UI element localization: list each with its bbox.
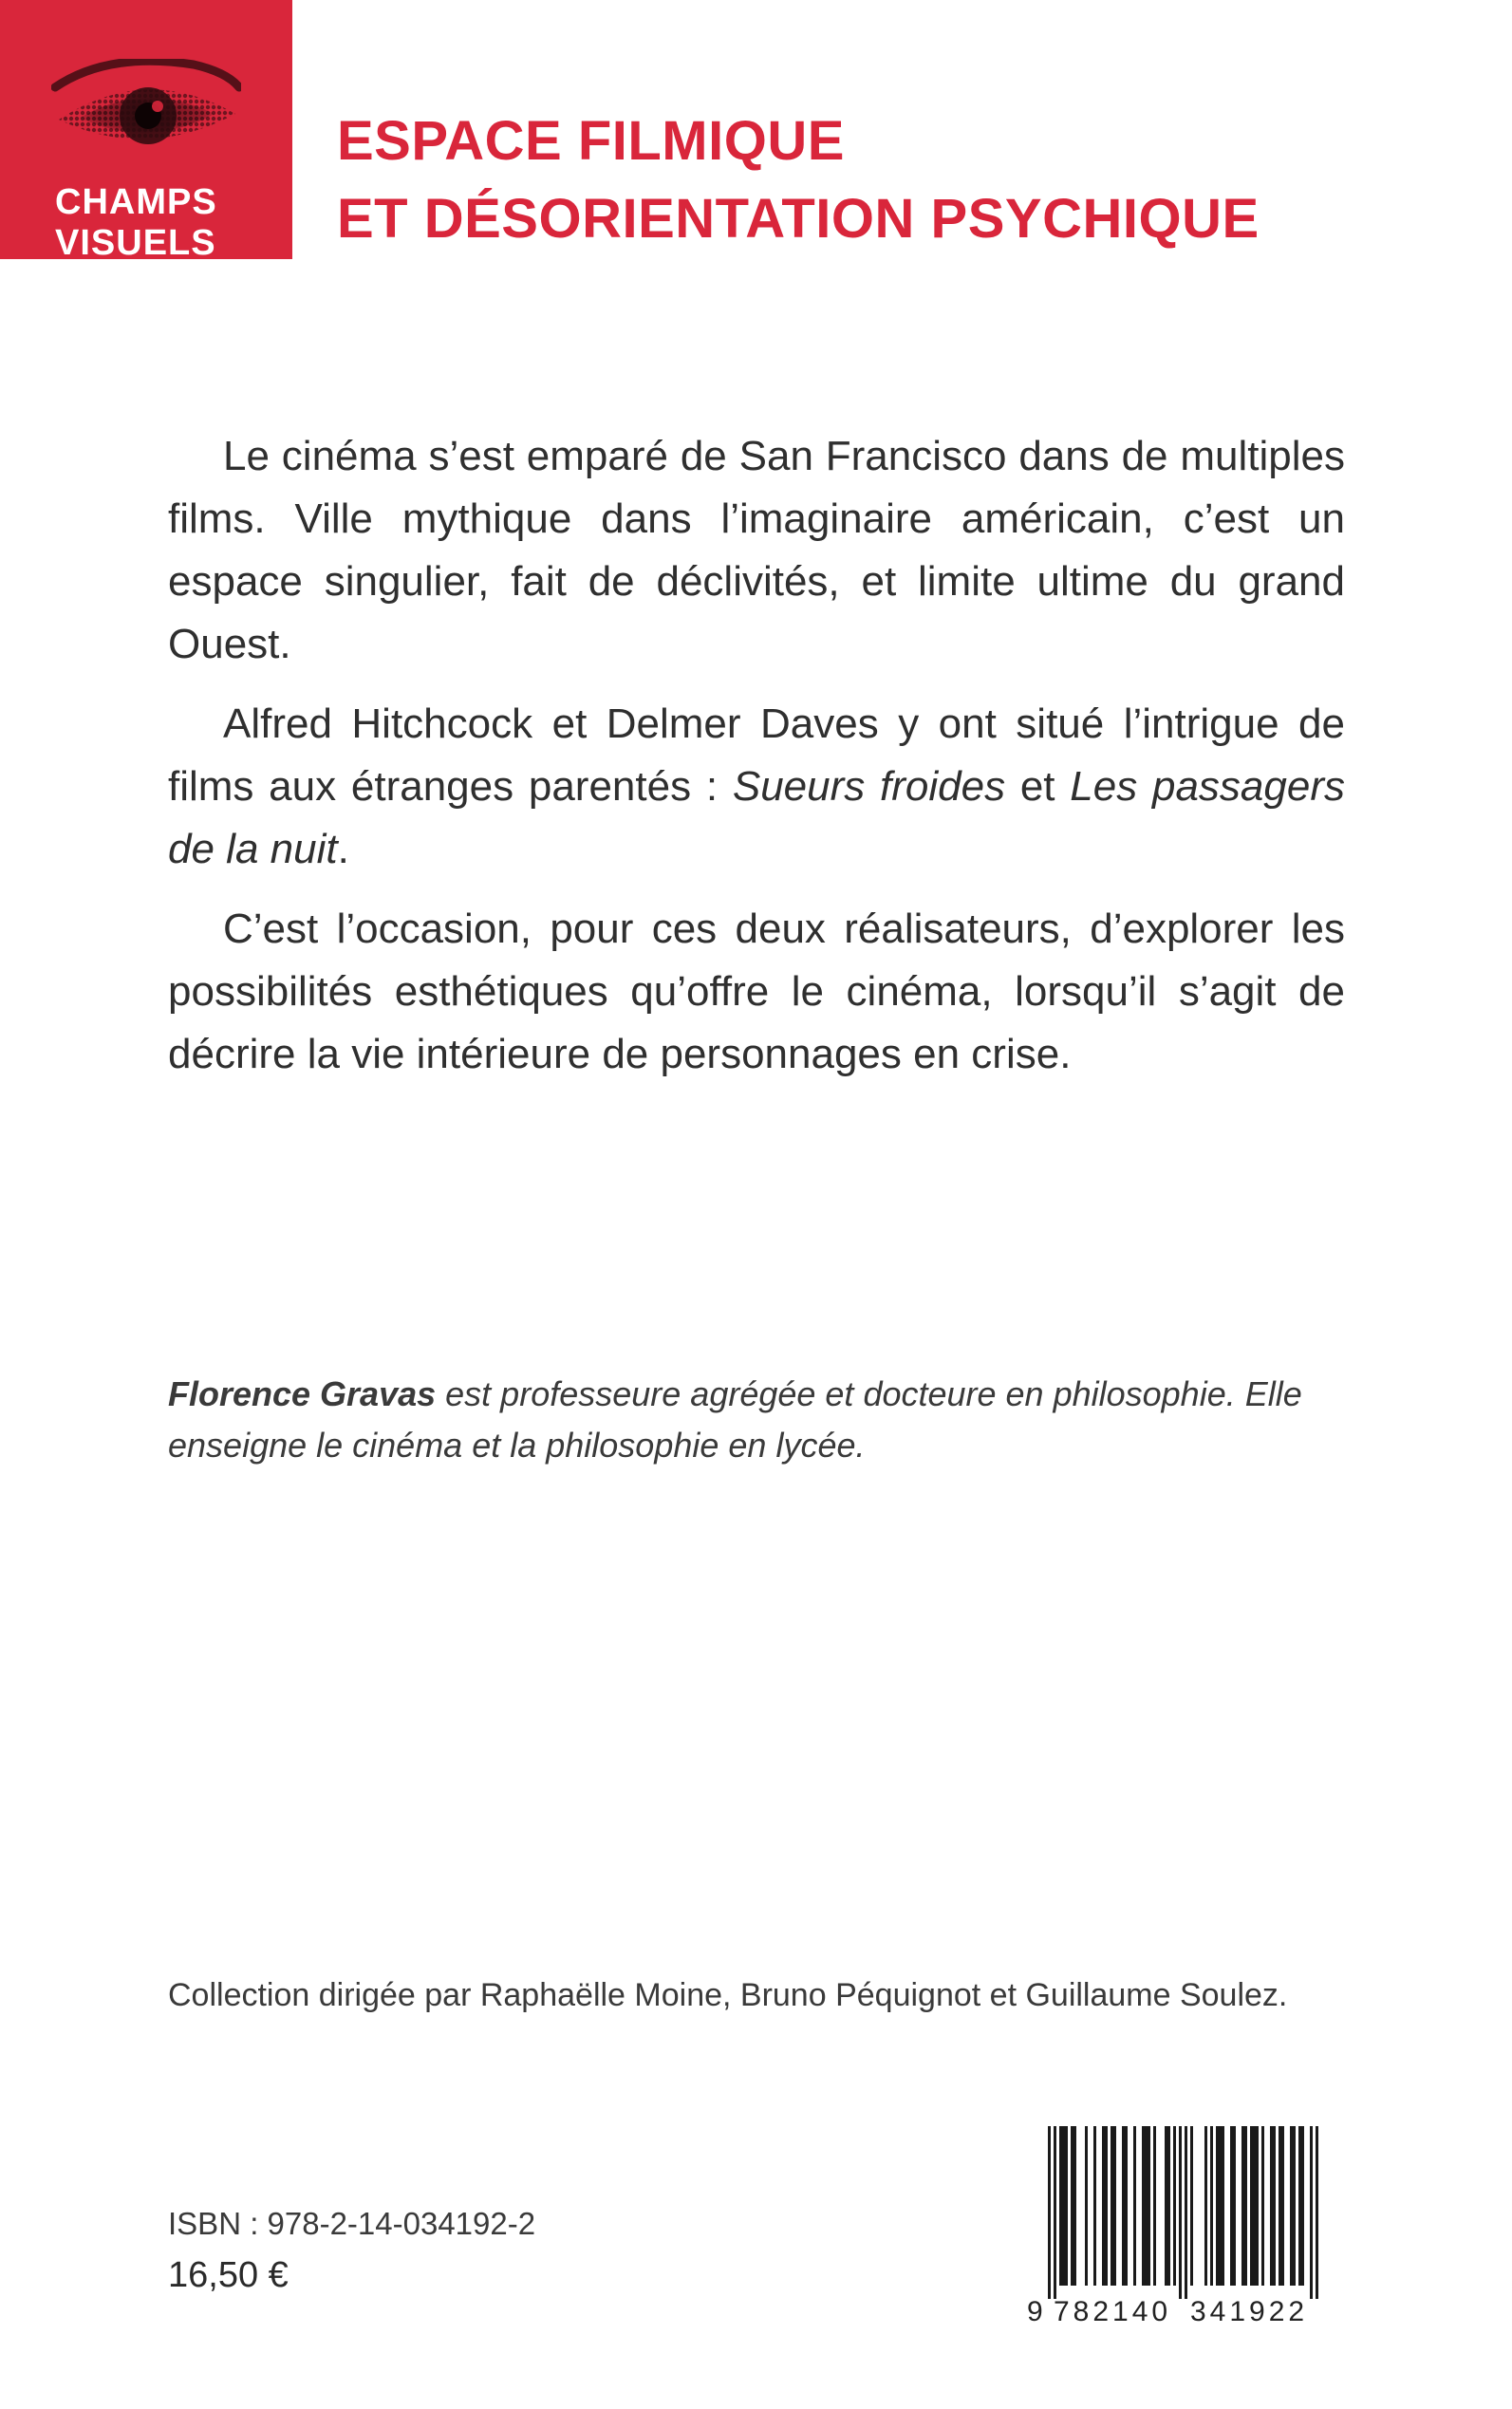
price: 16,50 € [168, 2255, 289, 2295]
blurb-paragraph-1: Le cinéma s’est emparé de San Francisco dans de multiples films. Ville mythique dans l’imaginaire américain, c’est un espace singulier, fait de déclivités, et limite ultime du grand Ouest. [168, 433, 1345, 667]
barcode-bar [1102, 2126, 1105, 2286]
barcode-digits-left: 782140 [1054, 2296, 1172, 2325]
barcode-bar [1059, 2126, 1062, 2286]
barcode-bar [1185, 2126, 1187, 2299]
barcode-bar [1250, 2126, 1253, 2286]
barcode-bar [1241, 2126, 1244, 2286]
logo-text-champs: CHAMPS [55, 182, 217, 222]
author-bio-text: est professeure agrégée et docteure en philosophie. Elle enseigne le cinéma et la philosophie en lycée. [168, 1374, 1302, 1465]
film-title-les-passagers-de-la-nuit: Les passagers de la nuit [168, 763, 1345, 872]
barcode-bar [1142, 2126, 1145, 2286]
barcode-bar [1222, 2126, 1224, 2286]
barcode-bar [1230, 2126, 1233, 2286]
barcode-digits-right: 341922 [1190, 2296, 1309, 2325]
barcode-bar [1105, 2126, 1108, 2286]
blurb-conjunction: et [1005, 763, 1071, 810]
barcode-digit-first: 9 [1027, 2296, 1043, 2325]
barcode-bar [1073, 2126, 1076, 2286]
blurb-period: . [337, 826, 349, 872]
barcode-bar [1085, 2126, 1088, 2286]
barcode-bar [1210, 2126, 1213, 2286]
barcode-bar [1093, 2126, 1096, 2286]
book-title [337, 103, 1260, 258]
author-bio [168, 1369, 1345, 1471]
collection-credit: Collection dirigée par Raphaëlle Moine, Bruno Péquignot et Guillaume Soulez. [168, 1977, 1288, 2013]
barcode-bar [1310, 2126, 1313, 2299]
barcode-bar [1281, 2126, 1284, 2286]
barcode-bar [1253, 2126, 1256, 2286]
barcode-bar [1293, 2126, 1296, 2286]
barcode-bar [1125, 2126, 1128, 2286]
barcode-bar [1261, 2126, 1264, 2286]
barcode-bar [1204, 2126, 1207, 2286]
blurb-paragraph-3: C’est l’occasion, pour ces deux réalisateurs, d’explorer les possibilités esthétiques qu’offre le cinéma, lorsqu’il s’agit de décrire la vie intérieure de personnages en crise. [168, 906, 1345, 1077]
barcode-bar [1122, 2126, 1125, 2286]
barcode-bar [1071, 2126, 1073, 2286]
barcode-bar [1165, 2126, 1167, 2286]
barcode-bar [1233, 2126, 1236, 2286]
barcode-bar [1179, 2126, 1182, 2299]
barcode-bar [1298, 2126, 1301, 2286]
barcode-bar [1173, 2126, 1176, 2286]
isbn: ISBN : 978-2-14-034192-2 [168, 2206, 536, 2241]
barcode-bar [1148, 2126, 1150, 2286]
blurb-paragraph-2-text: Alfred Hitchcock et Delmer Daves y ont situé l’intrigue de films aux étranges parentés : [168, 700, 1345, 810]
logo-text-visuels: VISUELS [55, 223, 216, 259]
blurb-paragraph-2 [168, 693, 1345, 881]
barcode-bar [1145, 2126, 1148, 2286]
barcode-bar [1273, 2126, 1276, 2286]
barcode-bar [1133, 2126, 1136, 2286]
eye-icon [51, 59, 241, 161]
barcode-bar [1290, 2126, 1293, 2286]
barcode-bar [1190, 2126, 1193, 2286]
author-name: Florence Gravas [168, 1374, 437, 1413]
book-title-line2: ET DÉSORIENTATION PSYCHIQUE [337, 188, 1260, 250]
barcode-bar [1167, 2126, 1170, 2286]
barcode-bar [1279, 2126, 1281, 2286]
series-logo [0, 0, 292, 259]
film-title-sueurs-froides: Sueurs froides [732, 763, 1006, 810]
barcode-bar [1301, 2126, 1304, 2286]
barcode-bar [1062, 2126, 1065, 2286]
barcode-bar [1316, 2126, 1318, 2299]
barcode-bar [1219, 2126, 1222, 2286]
barcode-bar [1048, 2126, 1051, 2299]
barcode-bar [1270, 2126, 1273, 2286]
barcode-bar [1153, 2126, 1156, 2286]
back-cover-blurb [168, 425, 1345, 1103]
barcode-bar [1065, 2126, 1068, 2286]
barcode-bar [1054, 2126, 1056, 2299]
book-title-line1: ESPACE FILMIQUE [337, 110, 845, 172]
barcode-bar [1244, 2126, 1247, 2286]
barcode-bar [1113, 2126, 1116, 2286]
barcode-bar [1216, 2126, 1219, 2286]
barcode-bar [1111, 2126, 1113, 2286]
barcode-bar [1256, 2126, 1259, 2286]
barcode-icon [1027, 2126, 1333, 2325]
